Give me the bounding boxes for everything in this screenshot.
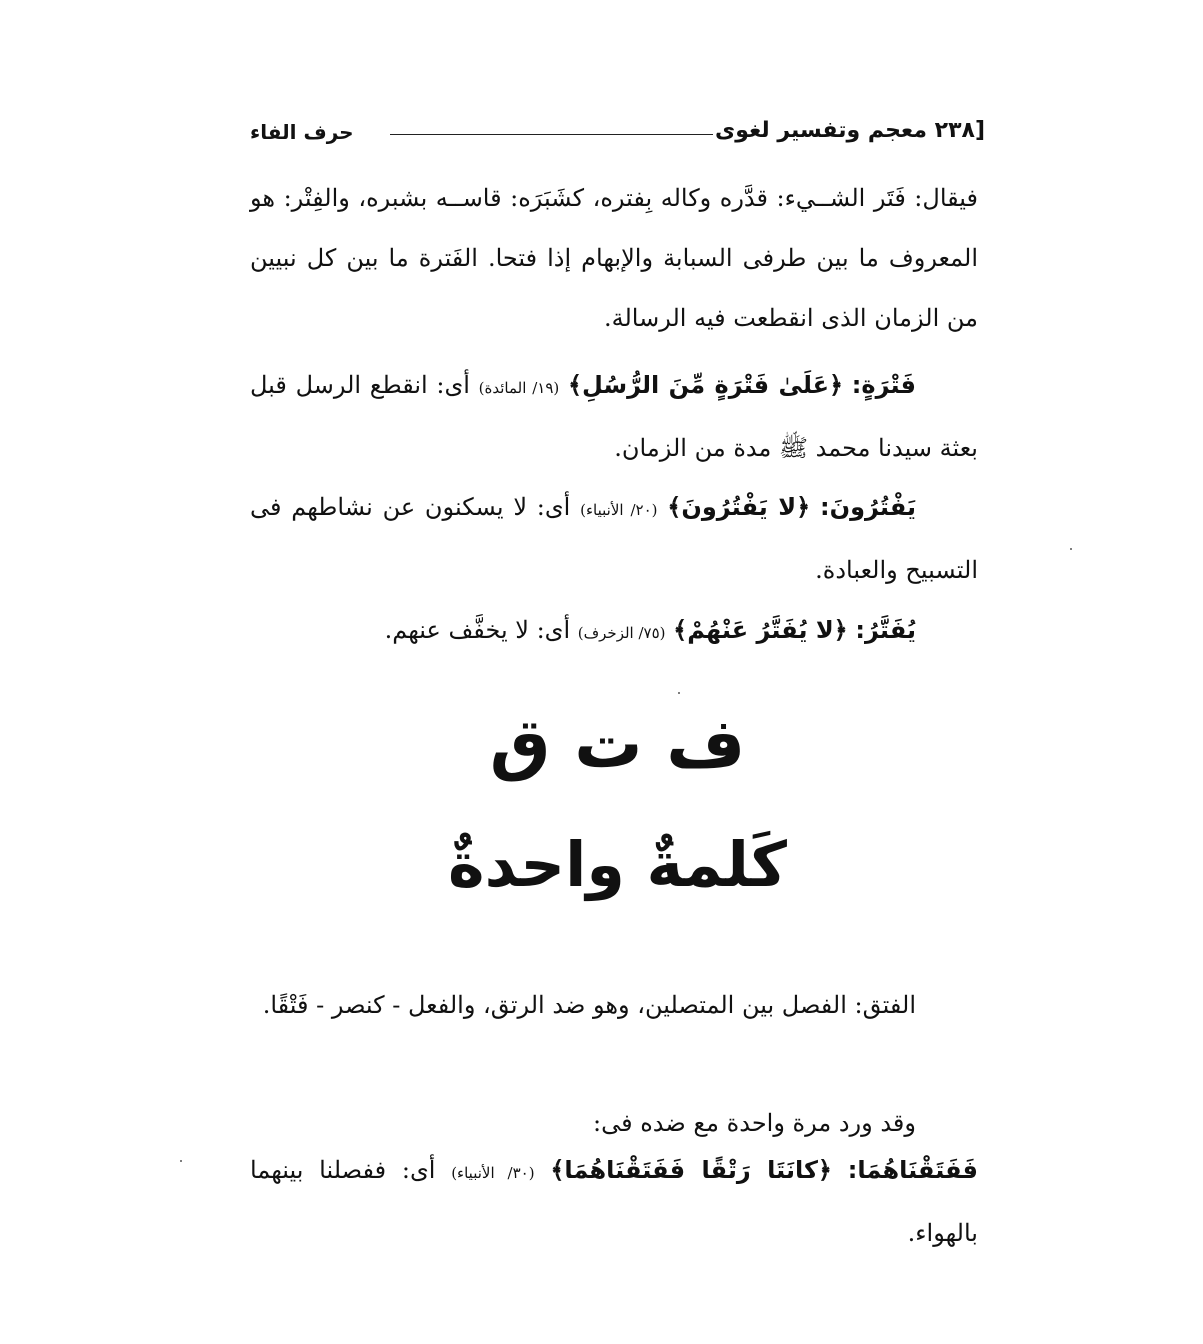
entry-fatrah [250,355,978,478]
scan-speck [678,692,680,694]
header-title: [٢٣٨ معجم وتفسير لغوى [715,118,985,143]
verse-reference: (١٩/ المائدة) [478,379,560,397]
root-subtitle: كَلمةٌ واحدةٌ [447,828,787,901]
entry-explanation: أى: لا يخفَّف عنهم. [384,616,571,644]
entry-fafataqnahuma [250,1140,978,1263]
verse-reference: (٣٠/ الأنبياء) [451,1164,535,1182]
entry-explanation: أى: ففصلنا بينهما بالهواء. [250,1156,978,1247]
entry-term: يُفَتَّرُ: [855,616,916,644]
scan-speck [1070,548,1072,550]
header-section: حرف الفاء [250,120,354,144]
entry-explanation: أى: لا يسكنون عن نشاطهم فى التسبيح والعبادة. [250,493,978,584]
quran-verse: ﴿لا يُفَتَّرُ عَنْهُمْ﴾ [673,616,848,644]
verse-reference: (٧٥/ الزخرف) [577,624,666,642]
paragraph-fitr-definition: فيقال: فَتَر الشــيء: قدَّره وكاله بِفتره، كشَبَرَه: قاســه بشبره، والفِتْر: هو المعروف ما بين طرفى السبابة والإبهام إذا فتحا. الفَترة ما بين كل نبيين من الزمان الذى انقطعت فيه الرسالة. [250,184,978,332]
quran-verse: ﴿عَلَىٰ فَتْرَةٍ مِّنَ الرُّسُلِ﴾ [567,371,844,399]
header-rule [390,134,713,135]
verse-reference: (٢٠/ الأنبياء) [580,501,658,519]
entry-term: يَفْتُرُونَ: [819,493,916,521]
entry-term: فَفَتَقْنَاهُمَا: [847,1156,978,1184]
entry-explanation: أى: انقطع الرسل قبل بعثة سيدنا محمد ﷺ مدة من الزمان. [250,371,978,462]
paragraph-fatq-definition: الفتق: الفصل بين المتصلين، وهو ضد الرتق، والفعل - كنصر - فَتْقًا. [262,991,916,1019]
root-letters-heading: ف ت ق [489,705,746,784]
entry-yufattar [250,600,978,663]
scan-speck [180,1160,182,1162]
entry-yafturun [250,477,978,600]
quran-verse: ﴿لا يَفْتُرُونَ﴾ [667,493,811,521]
running-header [250,112,985,152]
paragraph-occurrence-note: وقد ورد مرة واحدة مع ضده فى: [593,1109,916,1137]
entry-term: فَتْرَةٍ: [851,371,917,399]
quran-verse: ﴿كانَتَا رَتْقًا فَفَتَقْنَاهُمَا﴾ [550,1156,832,1184]
